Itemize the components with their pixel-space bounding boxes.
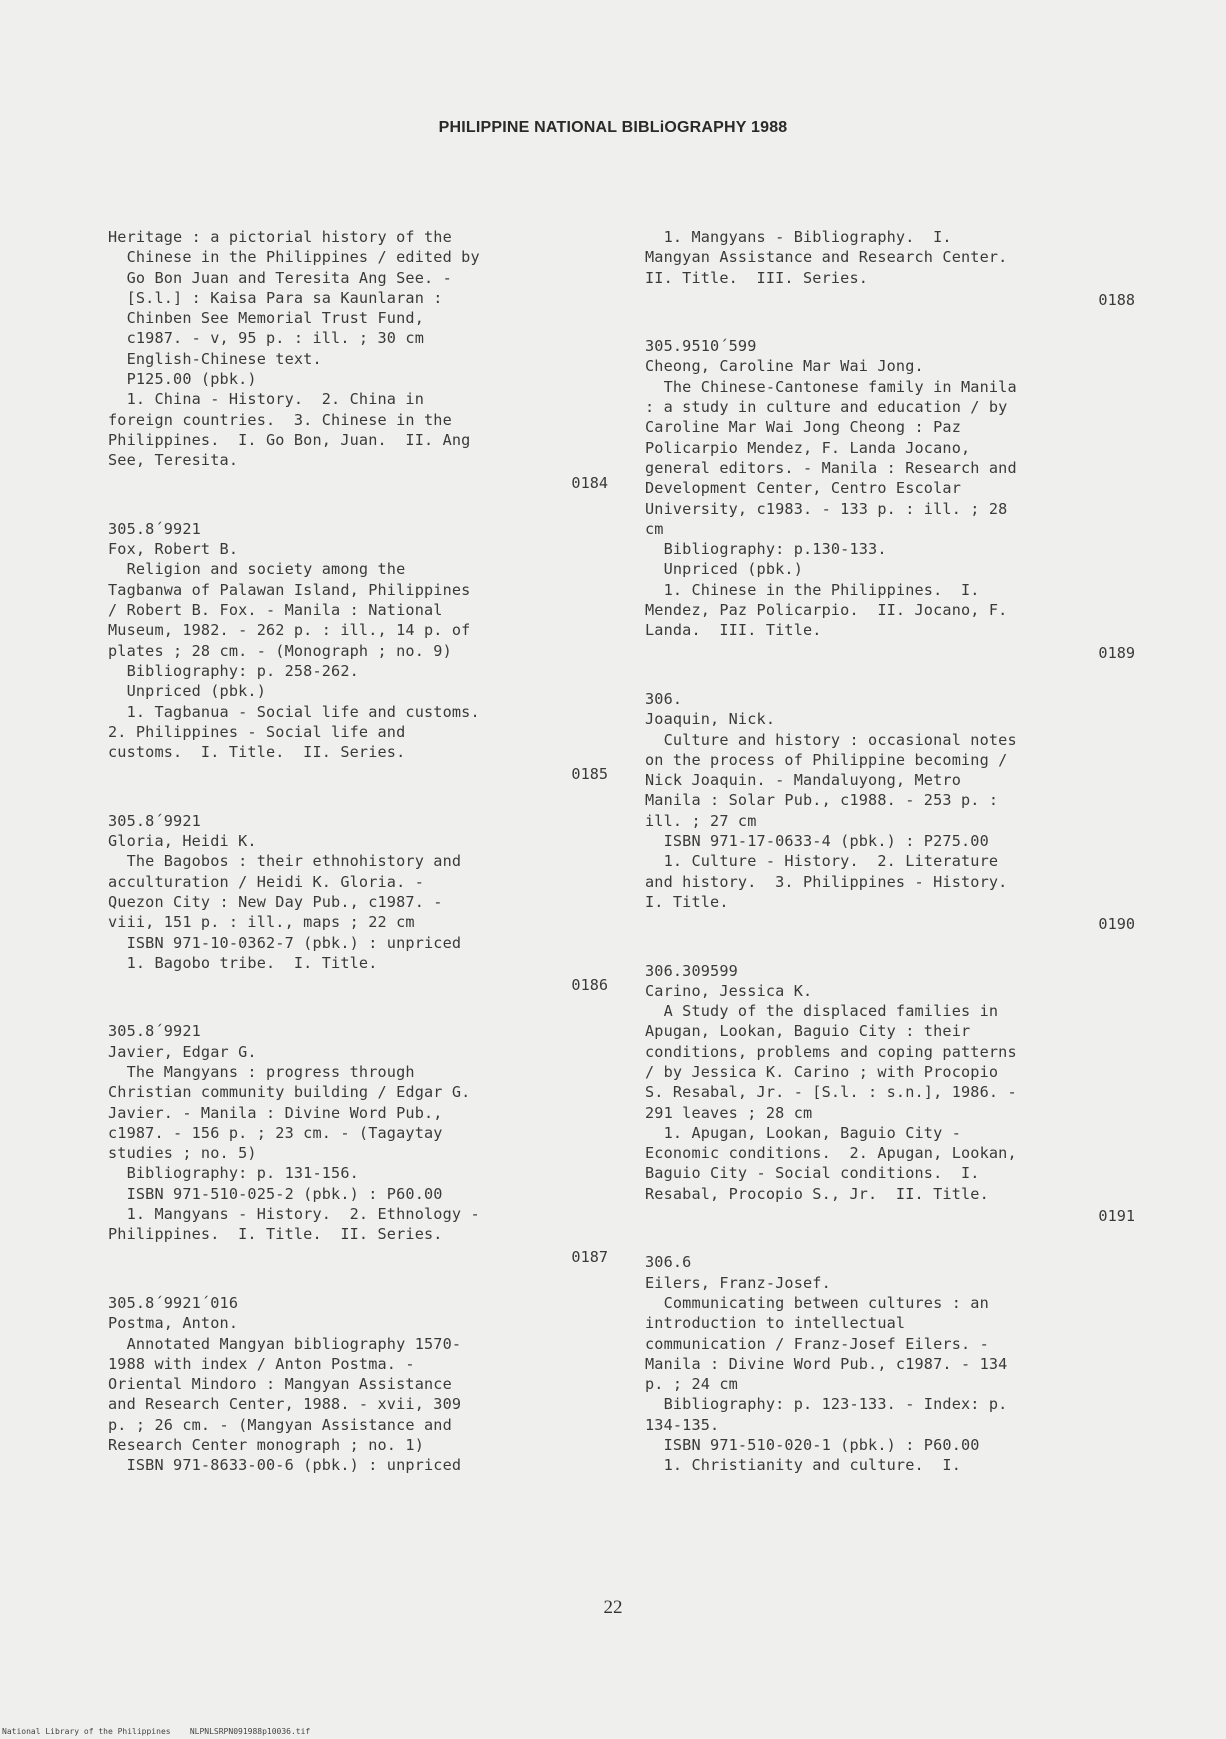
entry-line: c1987. - v, 95 p. : ill. ; 30 cm	[108, 329, 424, 348]
entry-line: 305.8´9921	[108, 1022, 201, 1041]
entry-line: Museum, 1982. - 262 p. : ill., 14 p. of	[108, 621, 471, 640]
entry-line: 1. Apugan, Lookan, Baguio City -	[645, 1123, 961, 1142]
entry-line: Go Bon Juan and Teresita Ang See. -	[108, 268, 452, 287]
entry-line: Resabal, Procopio S., Jr. II. Title.	[645, 1184, 989, 1203]
entry-line: ISBN 971-17-0633-4 (pbk.) : P275.00	[645, 832, 989, 851]
entry-line: introduction to intellectual	[645, 1314, 906, 1333]
entry-number: 0184	[571, 473, 608, 492]
entry-line: viii, 151 p. : ill., maps ; 22 cm	[108, 913, 415, 932]
entry-line: [S.l.] : Kaisa Para sa Kaunlaran :	[108, 288, 443, 307]
entry-line: See, Teresita.	[108, 451, 239, 470]
entry-line: Annotated Mangyan bibliography 1570-	[108, 1334, 462, 1353]
entry-line: Carino, Jessica K.	[645, 981, 813, 1000]
entry-line: Quezon City : New Day Pub., c1987. -	[108, 892, 443, 911]
bibliography-entry	[645, 336, 1135, 663]
entry-line: acculturation / Heidi K. Gloria. -	[108, 872, 424, 891]
entry-line: II. Title. III. Series.	[645, 268, 869, 287]
entry-line: Baguio City - Social conditions. I.	[645, 1164, 980, 1183]
entry-line: Mendez, Paz Policarpio. II. Jocano, F.	[645, 601, 1008, 620]
entry-line: 1. Mangyans - Bibliography. I.	[645, 228, 952, 246]
entry-line: 306.6	[645, 1253, 692, 1272]
entry-line: Chinben See Memorial Trust Fund,	[108, 309, 424, 328]
entry-line: Gloria, Heidi K.	[108, 832, 257, 851]
entry-line: Javier. - Manila : Divine Word Pub.,	[108, 1103, 443, 1122]
entry-line: Unpriced (pbk.)	[108, 682, 266, 701]
entry-line: 306.309599	[645, 961, 738, 980]
entry-line: 1. Christianity and culture. I.	[645, 1456, 961, 1475]
page-header: PHILIPPINE NATIONAL BIBLiOGRAPHY 1988	[438, 119, 788, 136]
bibliography-entry	[645, 689, 1135, 935]
entry-line: studies ; no. 5)	[108, 1144, 257, 1163]
bibliography-entry	[108, 227, 608, 493]
entry-line: 305.8´9921	[108, 811, 201, 830]
entry-line: 1. China - History. 2. China in	[108, 390, 424, 409]
entry-number: 0190	[1098, 915, 1135, 934]
entry-line: : a study in culture and education / by	[645, 398, 1008, 417]
entry-line: A Study of the displaced families in	[645, 1002, 999, 1021]
entry-number: 0189	[1098, 643, 1135, 662]
entry-line: Fox, Robert B.	[108, 540, 239, 559]
entry-line: Chinese in the Philippines / edited by	[108, 248, 480, 267]
entry-line: Bibliography: p.130-133.	[645, 540, 887, 559]
entry-line: Manila : Divine Word Pub., c1987. - 134	[645, 1354, 1008, 1373]
bibliography-entry	[645, 1252, 1135, 1475]
entry-line: Culture and history : occasional notes	[645, 730, 1017, 749]
entry-line: S. Resabal, Jr. - [S.l. : s.n.], 1986. -	[645, 1083, 1017, 1102]
entry-line: The Mangyans : progress through	[108, 1062, 415, 1081]
bibliography-entry	[108, 811, 608, 996]
entry-line: / Robert B. Fox. - Manila : National	[108, 601, 443, 620]
entry-line: customs. I. Title. II. Series.	[108, 743, 406, 762]
entry-line: Eilers, Franz-Josef.	[645, 1273, 831, 1292]
entry-line: Philippines. I. Title. II. Series.	[108, 1225, 443, 1244]
entry-line: Bibliography: p. 258-262.	[108, 661, 359, 680]
left-column	[108, 227, 608, 1502]
entry-line: Tagbanwa of Palawan Island, Philippines	[108, 580, 471, 599]
scan-footer: National Library of the Philippines NLPNLSRPN091988p10036.tif	[2, 1727, 311, 1736]
entry-line: 1. Bagobo tribe. I. Title.	[108, 953, 378, 972]
entry-line: Economic conditions. 2. Apugan, Lookan,	[645, 1144, 1017, 1163]
entry-line: Communicating between cultures : an	[645, 1293, 989, 1312]
entry-line: Nick Joaquin. - Mandaluyong, Metro	[645, 771, 961, 790]
entry-line: 1. Chinese in the Philippines. I.	[645, 580, 980, 599]
entry-line: on the process of Philippine becoming /	[645, 750, 1008, 769]
entry-line: and Research Center, 1988. - xvii, 309	[108, 1395, 462, 1414]
entry-line: Mangyan Assistance and Research Center.	[645, 248, 1008, 267]
entry-line: Oriental Mindoro : Mangyan Assistance	[108, 1375, 452, 1394]
entry-line: 1988 with index / Anton Postma. -	[108, 1354, 415, 1373]
bibliography-entry	[108, 1021, 608, 1267]
entry-number: 0187	[571, 1247, 608, 1266]
entry-line: 291 leaves ; 28 cm	[645, 1103, 813, 1122]
entry-line: and history. 3. Philippines - History.	[645, 872, 1008, 891]
entry-line: The Bagobos : their ethnohistory and	[108, 852, 462, 871]
entry-number: 0191	[1098, 1207, 1135, 1226]
bibliography-entry	[108, 1293, 608, 1476]
entry-line: 2. Philippines - Social life and	[108, 722, 406, 741]
entry-line: 305.8´9921	[108, 519, 201, 538]
entry-line: 1. Culture - History. 2. Literature	[645, 852, 999, 871]
entry-line: P125.00 (pbk.)	[108, 370, 257, 389]
entry-line: Research Center monograph ; no. 1)	[108, 1436, 424, 1455]
entry-line: Heritage : a pictorial history of the	[108, 228, 452, 246]
entry-line: ISBN 971-510-020-1 (pbk.) : P60.00	[645, 1436, 980, 1455]
entry-line: conditions, problems and coping patterns	[645, 1042, 1017, 1061]
entry-number: 0185	[571, 765, 608, 784]
entry-line: general editors. - Manila : Research and	[645, 458, 1017, 477]
entry-line: Bibliography: p. 131-156.	[108, 1164, 359, 1183]
entry-line: English-Chinese text.	[108, 349, 322, 368]
entry-line: plates ; 28 cm. - (Monograph ; no. 9)	[108, 641, 452, 660]
entry-line: foreign countries. 3. Chinese in the	[108, 410, 452, 429]
entry-number: 0188	[1098, 290, 1135, 309]
entry-line: Joaquin, Nick.	[645, 710, 776, 729]
entry-line: Javier, Edgar G.	[108, 1042, 257, 1061]
entry-line: 306.	[645, 689, 683, 708]
entry-line: Development Center, Centro Escolar	[645, 479, 961, 498]
entry-number: 0186	[571, 976, 608, 995]
bibliography-entry	[645, 961, 1135, 1227]
page-number: 22	[603, 1597, 623, 1618]
entry-line: Bibliography: p. 123-133. - Index: p.	[645, 1395, 1008, 1414]
entry-line: ISBN 971-510-025-2 (pbk.) : P60.00	[108, 1184, 443, 1203]
entry-line: cm	[645, 519, 664, 538]
entry-line: 134-135.	[645, 1415, 720, 1434]
entry-line: communication / Franz-Josef Eilers. -	[645, 1334, 989, 1353]
entry-line: I. Title.	[645, 892, 729, 911]
entry-line: Caroline Mar Wai Jong Cheong : Paz	[645, 418, 961, 437]
entry-line: Christian community building / Edgar G.	[108, 1083, 471, 1102]
entry-line: Religion and society among the	[108, 560, 406, 579]
entry-line: Postma, Anton.	[108, 1314, 239, 1333]
entry-line: The Chinese-Cantonese family in Manila	[645, 377, 1017, 396]
entry-line: Unpriced (pbk.)	[645, 560, 803, 579]
entry-line: Manila : Solar Pub., c1988. - 253 p. :	[645, 791, 999, 810]
entry-line: 305.8´9921´016	[108, 1293, 239, 1312]
entry-line: 1. Tagbanua - Social life and customs.	[108, 702, 480, 721]
entry-line: ISBN 971-8633-00-6 (pbk.) : unpriced	[108, 1456, 462, 1475]
entry-line: / by Jessica K. Carino ; with Procopio	[645, 1062, 999, 1081]
entry-line: p. ; 24 cm	[645, 1375, 738, 1394]
entry-line: Landa. III. Title.	[645, 621, 822, 640]
entry-line: ill. ; 27 cm	[645, 811, 757, 830]
bibliography-entry	[645, 227, 1135, 310]
entry-line: 305.9510´599	[645, 337, 757, 356]
entry-line: ISBN 971-10-0362-7 (pbk.) : unpriced	[108, 933, 462, 952]
entry-line: Apugan, Lookan, Baguio City : their	[645, 1022, 971, 1041]
entry-line: University, c1983. - 133 p. : ill. ; 28	[645, 499, 1008, 518]
entry-line: Philippines. I. Go Bon, Juan. II. Ang	[108, 430, 471, 449]
entry-line: Policarpio Mendez, F. Landa Jocano,	[645, 438, 971, 457]
bibliography-entry	[108, 519, 608, 785]
right-column	[645, 227, 1135, 1502]
entry-line: Cheong, Caroline Mar Wai Jong.	[645, 357, 924, 376]
entry-line: 1. Mangyans - History. 2. Ethnology -	[108, 1205, 480, 1224]
entry-line: p. ; 26 cm. - (Mangyan Assistance and	[108, 1415, 452, 1434]
entry-line: c1987. - 156 p. ; 23 cm. - (Tagaytay	[108, 1123, 443, 1142]
